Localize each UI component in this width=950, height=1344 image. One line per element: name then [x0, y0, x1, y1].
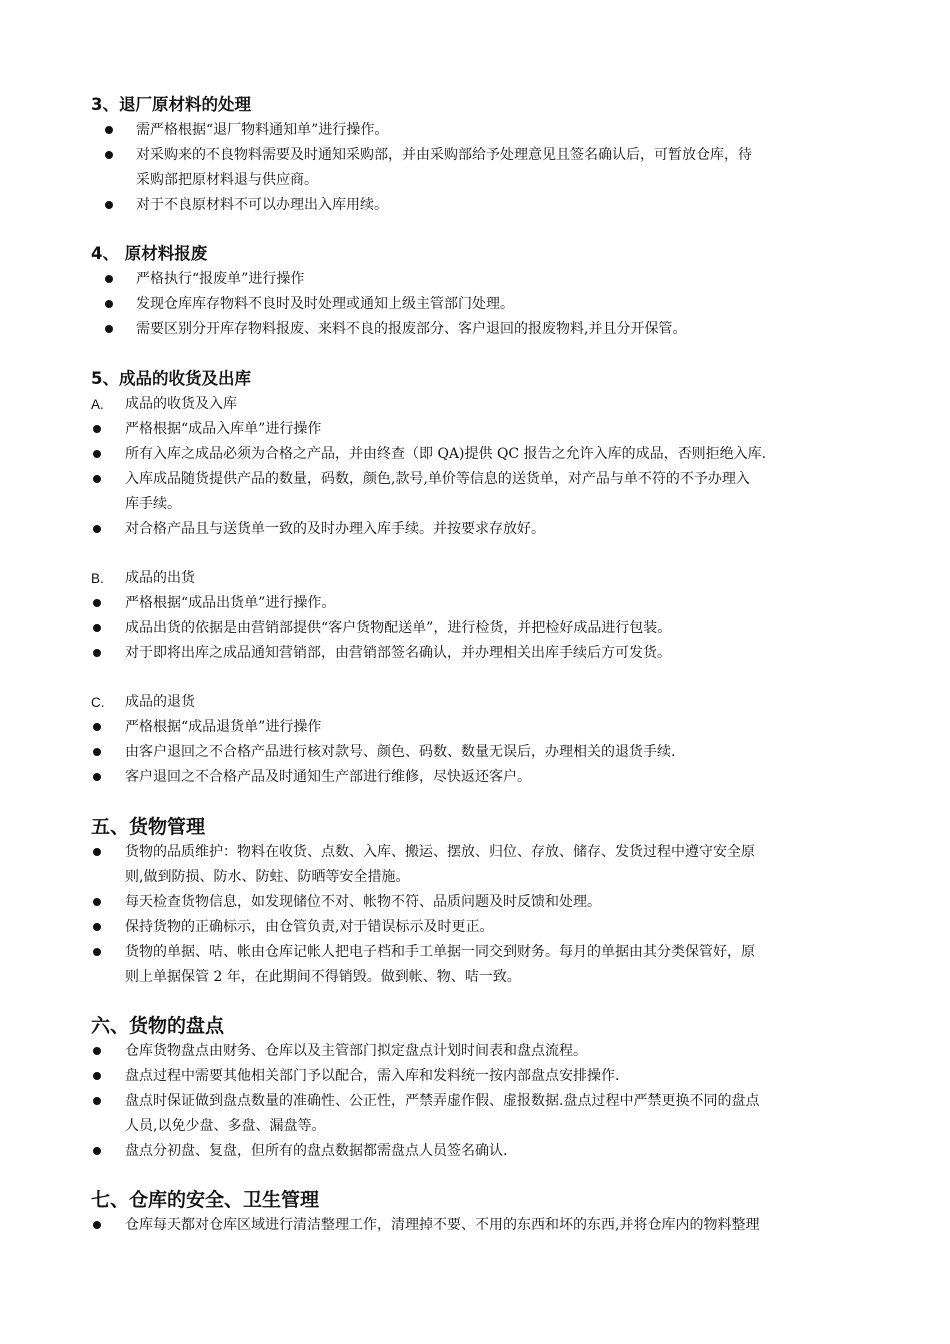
bullet-icon: [93, 1072, 101, 1080]
list-item: [0, 740, 950, 765]
bullet-icon: [93, 1097, 101, 1105]
bullet-icon: [93, 898, 101, 906]
bullet-icon: [93, 525, 101, 533]
list-item: [0, 616, 950, 641]
list-item-text: 严格根据“成品出货单”进行操作。: [125, 595, 336, 611]
bullet-icon: [93, 1047, 101, 1055]
list-item-text: 采购部把原材料退与供应商。: [136, 172, 318, 188]
list-item-text: 则上单据保管 2 年，在此期间不得销毁。做到帐、物、咭一致。: [125, 969, 521, 985]
bullet-icon: [105, 126, 113, 134]
bullet-icon: [93, 649, 101, 657]
list-item-text: 盘点分初盘、复盘，但所有的盘点数据都需盘点人员签名确认.: [125, 1143, 508, 1159]
bullet-icon: [105, 151, 113, 159]
list-item: [0, 840, 950, 890]
list-item: [0, 467, 950, 517]
list-item: [0, 1089, 950, 1139]
list-item-text: 保持货物的正确标示，由仓管负责,对于错误标示及时更正。: [125, 919, 494, 935]
bullet-icon: [93, 948, 101, 956]
list-item-text: 盘点时保证做到盘点数量的准确性、公正性，严禁弄虚作假、虚报数据.盘点过程中严禁更换不同的盘点: [125, 1093, 760, 1109]
section-heading: 五、货物管理: [91, 816, 206, 838]
list-item: [0, 193, 950, 218]
subsection-title: 成品的收货及入库: [125, 396, 237, 412]
section-heading: 七、仓库的安全、卫生管理: [91, 1189, 320, 1211]
list-item-text: 人员,以免少盘、多盘、漏盘等。: [125, 1118, 326, 1134]
bullet-icon: [93, 723, 101, 731]
list-item-text: 库手续。: [125, 496, 181, 512]
section-heading: 3、退厂原材料的处理: [91, 95, 251, 114]
list-item-text: 仓库货物盘点由财务、仓库以及主管部门拟定盘点计划时间表和盘点流程。: [125, 1043, 587, 1059]
bullet-icon: [93, 848, 101, 856]
list-item-text: 客户退回之不合格产品及时通知生产部进行维修，尽快返还客户。: [125, 769, 531, 785]
list-item-text: 需严格根据“退厂物料通知单”进行操作。: [136, 122, 389, 138]
list-item-text: 由客户退回之不合格产品进行核对款号、颜色、码数、数量无误后，办理相关的退货手续.: [125, 744, 676, 760]
bullet-icon: [105, 275, 113, 283]
list-item: [0, 267, 950, 292]
list-item-text: 对于即将出库之成品通知营销部，由营销部签名确认，并办理相关出库手续后方可发货。: [125, 645, 671, 661]
bullet-icon: [93, 748, 101, 756]
bullet-icon: [93, 450, 101, 458]
subsection-heading: [0, 566, 950, 591]
list-item: [0, 1039, 950, 1064]
list-item: [0, 143, 950, 193]
list-item: [0, 317, 950, 342]
list-item-text: 货物的品质维护：物料在收货、点数、入库、搬运、摆放、归位、存放、储存、发货过程中遵守安全原: [125, 844, 755, 860]
subsection-heading: [0, 690, 950, 715]
list-item: [0, 1139, 950, 1164]
list-item-text: 入库成品随货提供产品的数量，码数，颜色,款号,单价等信息的送货单，对产品与单不符的不予办理入: [125, 471, 750, 487]
list-item-text: 对采购来的不良物料需要及时通知采购部，并由采购部给予处理意见且签名确认后，可暂放仓库，待: [136, 147, 752, 163]
list-item: [0, 118, 950, 143]
list-item-text: 对合格产品且与送货单一致的及时办理入库手续。并按要求存放好。: [125, 521, 545, 537]
list-item-text: 盘点过程中需要其他相关部门予以配合，需入库和发料统一按内部盘点安排操作.: [125, 1068, 620, 1084]
bullet-icon: [93, 599, 101, 607]
list-item: [0, 641, 950, 666]
section-heading: 六、货物的盘点: [91, 1015, 225, 1037]
bullet-icon: [105, 300, 113, 308]
list-item: [0, 890, 950, 915]
bullet-icon: [105, 201, 113, 209]
list-item-text: 发现仓库库存物料不良时及时处理或通知上级主管部门处理。: [136, 296, 514, 312]
list-item-text: 每天检查货物信息，如发现储位不对、帐物不符、品质问题及时反馈和处理。: [125, 894, 601, 910]
list-item: [0, 940, 950, 990]
list-item: [0, 292, 950, 317]
bullet-icon: [93, 475, 101, 483]
list-item: [0, 442, 950, 467]
list-item: [0, 715, 950, 740]
list-item-text: 严格根据“成品入库单”进行操作: [125, 421, 322, 437]
list-item-text: 则,做到防损、防水、防蛀、防晒等安全措施。: [125, 869, 410, 885]
list-item-text: 严格根据“成品退货单”进行操作: [125, 719, 322, 735]
bullet-icon: [93, 1147, 101, 1155]
bullet-icon: [93, 425, 101, 433]
list-item: [0, 591, 950, 616]
list-item: [0, 1213, 950, 1238]
subsection-marker: B.: [91, 571, 104, 586]
list-item: [0, 915, 950, 940]
subsection-title: 成品的退货: [125, 694, 195, 710]
list-item-text: 严格执行“报废单”进行操作: [136, 271, 305, 287]
list-item: [0, 417, 950, 442]
list-item-text: 成品出货的依据是由营销部提供“客户货物配送单”，进行检货，并把检好成品进行包装。: [125, 620, 672, 636]
subsection-marker: C.: [91, 695, 105, 710]
bullet-icon: [93, 624, 101, 632]
list-item: [0, 1064, 950, 1089]
bullet-icon: [93, 1221, 101, 1229]
bullet-icon: [93, 773, 101, 781]
list-item-text: 对于不良原材料不可以办理出入库用续。: [136, 197, 388, 213]
list-item-text: 货物的单据、咭、帐由仓库记帐人把电子档和手工单据一同交到财务。每月的单据由其分类保管好，原: [125, 944, 755, 960]
list-item: [0, 517, 950, 542]
list-item: [0, 765, 950, 790]
list-item-text: 仓库每天都对仓库区域进行清洁整理工作，清理掉不要、不用的东西和坏的东西,并将仓库内的物料整理: [125, 1217, 760, 1233]
list-item-text: 所有入库之成品必须为合格之产品，并由终查（即 QA)提供 QC 报告之允许入库的成品，否则拒绝入库.: [125, 446, 767, 462]
subsection-title: 成品的出货: [125, 570, 195, 586]
list-item-text: 需要区别分开库存物料报废、来料不良的报废部分、客户退回的报废物料,并且分开保管。: [136, 321, 687, 337]
section-heading: 5、成品的收货及出库: [91, 369, 251, 388]
section-heading: 4、 原材料报废: [91, 244, 208, 263]
subsection-marker: A.: [91, 397, 104, 412]
bullet-icon: [105, 325, 113, 333]
bullet-icon: [93, 923, 101, 931]
subsection-heading: [0, 392, 950, 417]
